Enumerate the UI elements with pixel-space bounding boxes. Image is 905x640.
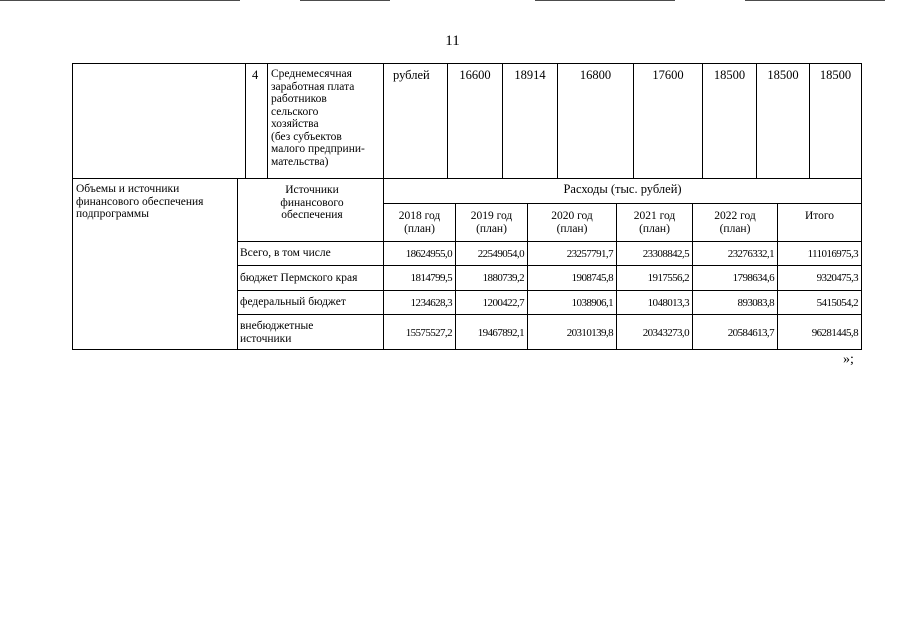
indicator-name-line: Среднемесячная (271, 68, 352, 80)
cell: 9320475,3 (816, 272, 858, 284)
cell: 1880739,2 (482, 272, 524, 284)
finance-section-label: Объемы и источники финансового обеспечения подпрограммы (76, 183, 204, 220)
row-label-extrabudgetary: внебюджетные источники (240, 320, 314, 345)
indicator-name-line: (без субъектов (271, 130, 342, 143)
indicator-name-line: хозяйства (271, 118, 319, 130)
indicator-name-line: работников (271, 93, 327, 105)
indicator-name (271, 68, 383, 168)
cell: 23257791,7 (566, 248, 613, 260)
total-header: Итого (804, 210, 835, 222)
cell: 20584613,7 (727, 327, 774, 339)
indicator-value-2021: 17600 (652, 68, 684, 82)
indicator-unit: рублей (393, 68, 430, 82)
indicator-name-line: заработная плата (271, 80, 355, 93)
cell: 15575527,2 (405, 327, 452, 339)
sources-header: Источники финансового обеспечения (280, 184, 344, 221)
cell: 1917556,2 (647, 272, 689, 284)
cell: 111016975,3 (807, 248, 858, 260)
cell: 19467892,1 (477, 327, 524, 339)
cell: 893083,8 (737, 297, 774, 309)
cell: 1814799,5 (410, 272, 452, 284)
indicator-value-2023: 18500 (767, 68, 799, 82)
indicator-index: 4 (252, 68, 259, 82)
indicator-name-line: малого предприни- (271, 143, 365, 155)
cell: 20343273,0 (642, 327, 689, 339)
row-label-perm-budget: бюджет Пермского края (240, 272, 358, 284)
indicator-value-2022: 18500 (713, 68, 746, 82)
cell: 1234628,3 (410, 297, 452, 309)
indicator-name-line: сельского (271, 105, 319, 118)
cell: 1048013,3 (647, 297, 689, 309)
cell: 1200422,7 (482, 297, 524, 309)
cell: 20310139,8 (566, 327, 613, 339)
cell: 23276332,1 (727, 248, 774, 260)
cell: 96281445,8 (811, 327, 858, 339)
closing-mark: »; (843, 352, 854, 367)
cell: 18624955,0 (405, 248, 452, 260)
indicator-name-line: мательства) (271, 155, 329, 168)
year-header-2018: 2018 год (план) (398, 210, 441, 235)
cell: 1798634,6 (732, 272, 774, 284)
year-header-2019: 2019 год (план) (470, 210, 513, 235)
indicator-value-2018: 16600 (459, 68, 491, 82)
row-label-total: Всего, в том числе (240, 247, 331, 259)
cell: 23308842,5 (642, 248, 689, 260)
cell: 1038906,1 (571, 297, 613, 309)
page-number: 11 (445, 33, 460, 49)
row-label-federal-budget: федеральный бюджет (240, 296, 346, 308)
cell: 5415054,2 (816, 297, 858, 309)
cell: 22549054,0 (477, 248, 524, 260)
indicator-value-2019: 18914 (514, 68, 546, 82)
year-header-2020: 2020 год (план) (551, 210, 593, 235)
expenses-header: Расходы (тыс. рублей) (563, 182, 682, 196)
indicator-value-2024: 18500 (819, 68, 852, 82)
cell: 1908745,8 (571, 272, 613, 284)
indicator-value-2020: 16800 (579, 68, 612, 82)
year-header-2022: 2022 год (план) (714, 210, 756, 235)
year-header-2021: 2021 год (план) (633, 210, 676, 235)
